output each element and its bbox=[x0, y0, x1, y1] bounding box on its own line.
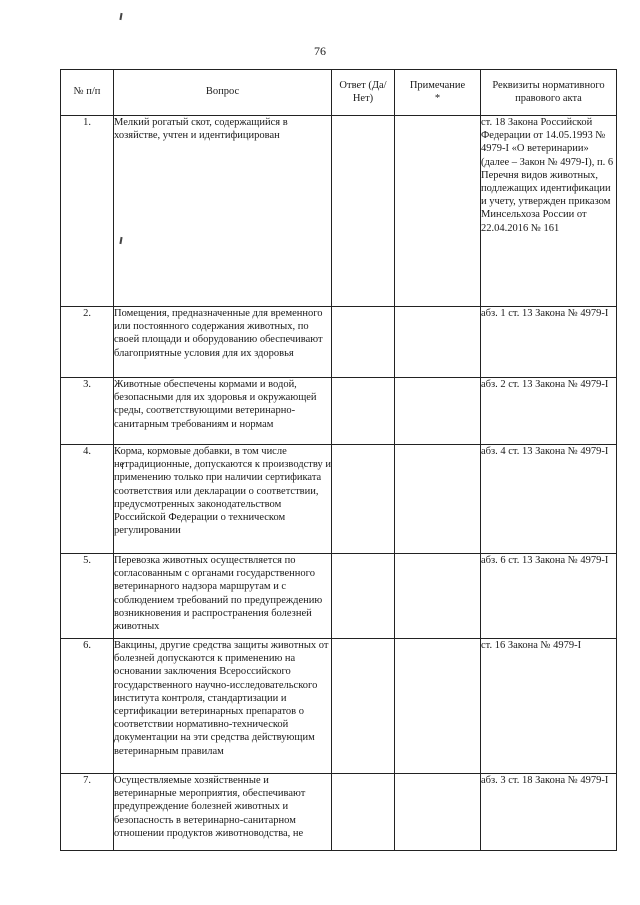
row-note-cell[interactable] bbox=[395, 378, 481, 445]
row-note-cell[interactable] bbox=[395, 307, 481, 378]
row-question: Мелкий рогатый скот, содержащийся в хозяйстве, учтен и идентифицирован bbox=[114, 116, 332, 307]
row-answer-cell[interactable] bbox=[332, 378, 395, 445]
row-answer-cell[interactable] bbox=[332, 116, 395, 307]
row-question: Помещения, предназначенные для временного или постоянного содержания животных, по своей площади и оборудованию обеспечивают благоприятные условия для их здоровья bbox=[114, 307, 332, 378]
header-note-label: Примечание bbox=[409, 80, 466, 91]
row-note-cell[interactable] bbox=[395, 116, 481, 307]
row-question: Корма, кормовые добавки, в том числе нетрадиционные, допускаются к производству и применению только при наличии сертификата соответствия или декларации о соответствии, предусмотренных законодательством Российской Федерации о техническом регулировании bbox=[114, 445, 332, 554]
checklist-table bbox=[60, 69, 617, 851]
row-answer-cell[interactable] bbox=[332, 554, 395, 639]
header-basis: Реквизиты нормативного правового акта bbox=[481, 70, 617, 116]
row-basis: абз. 1 ст. 13 Закона № 4979-I bbox=[481, 307, 617, 378]
table-header-row bbox=[61, 70, 617, 116]
row-number: 6. bbox=[61, 639, 114, 774]
table-row bbox=[61, 554, 617, 639]
page-number: 76 bbox=[314, 44, 326, 58]
header-num: № п/п bbox=[61, 70, 114, 116]
table-row bbox=[61, 774, 617, 851]
row-basis: ст. 18 Закона Российской Федерации от 14.05.1993 № 4979-I «О ветеринарии» (далее – Закон № 4979-I), п. 6 Перечня видов животных, подлежащих идентификации и учету, утвержден приказом Минсельхоза России от 22.04.2016 № 161 bbox=[481, 116, 617, 307]
row-basis: абз. 6 ст. 13 Закона № 4979-I bbox=[481, 554, 617, 639]
table-row bbox=[61, 116, 617, 307]
table-row bbox=[61, 378, 617, 445]
row-basis: абз. 4 ст. 13 Закона № 4979-I bbox=[481, 445, 617, 554]
header-question: Вопрос bbox=[114, 70, 332, 116]
row-number: 7. bbox=[61, 774, 114, 851]
row-basis: абз. 3 ст. 18 Закона № 4979-I bbox=[481, 774, 617, 851]
row-note-cell[interactable] bbox=[395, 445, 481, 554]
header-note-mark: * bbox=[434, 92, 441, 104]
header-answer: Ответ (Да/Нет) bbox=[332, 70, 395, 116]
row-question: Перевозка животных осуществляется по согласованным с органами государственного ветеринарного надзора маршрутам и с соблюдением требований по предупреждению возникновения и распространения болезней животных bbox=[114, 554, 332, 639]
row-note-cell[interactable] bbox=[395, 554, 481, 639]
table-row bbox=[61, 307, 617, 378]
scan-mark bbox=[119, 13, 122, 20]
row-number: 3. bbox=[61, 378, 114, 445]
row-question: Животные обеспечены кормами и водой, безопасными для их здоровья и окружающей среды, соответствующими ветеринарно-санитарным требованиям и нормам bbox=[114, 378, 332, 445]
row-answer-cell[interactable] bbox=[332, 774, 395, 851]
row-answer-cell[interactable] bbox=[332, 307, 395, 378]
row-note-cell[interactable] bbox=[395, 639, 481, 774]
row-number: 4. bbox=[61, 445, 114, 554]
header-note bbox=[395, 70, 481, 116]
row-number: 5. bbox=[61, 554, 114, 639]
row-answer-cell[interactable] bbox=[332, 639, 395, 774]
row-question: Осуществляемые хозяйственные и ветеринарные мероприятия, обеспечивают предупреждение болезней животных и безопасность в ветеринарно-санитарном отношении продуктов животноводства, не bbox=[114, 774, 332, 851]
table-row bbox=[61, 445, 617, 554]
row-question: Вакцины, другие средства защиты животных от болезней допускаются к применению на основании заключения Всероссийского государственного научно-исследовательского института контроля, стандартизации и сертификации ветеринарных препаратов о соответствии нормативно-технической документации на эти средства действующим ветеринарным правилам bbox=[114, 639, 332, 774]
row-number: 2. bbox=[61, 307, 114, 378]
row-basis: абз. 2 ст. 13 Закона № 4979-I bbox=[481, 378, 617, 445]
table-row bbox=[61, 639, 617, 774]
row-basis: ст. 16 Закона № 4979-I bbox=[481, 639, 617, 774]
row-answer-cell[interactable] bbox=[332, 445, 395, 554]
row-number: 1. bbox=[61, 116, 114, 307]
row-note-cell[interactable] bbox=[395, 774, 481, 851]
